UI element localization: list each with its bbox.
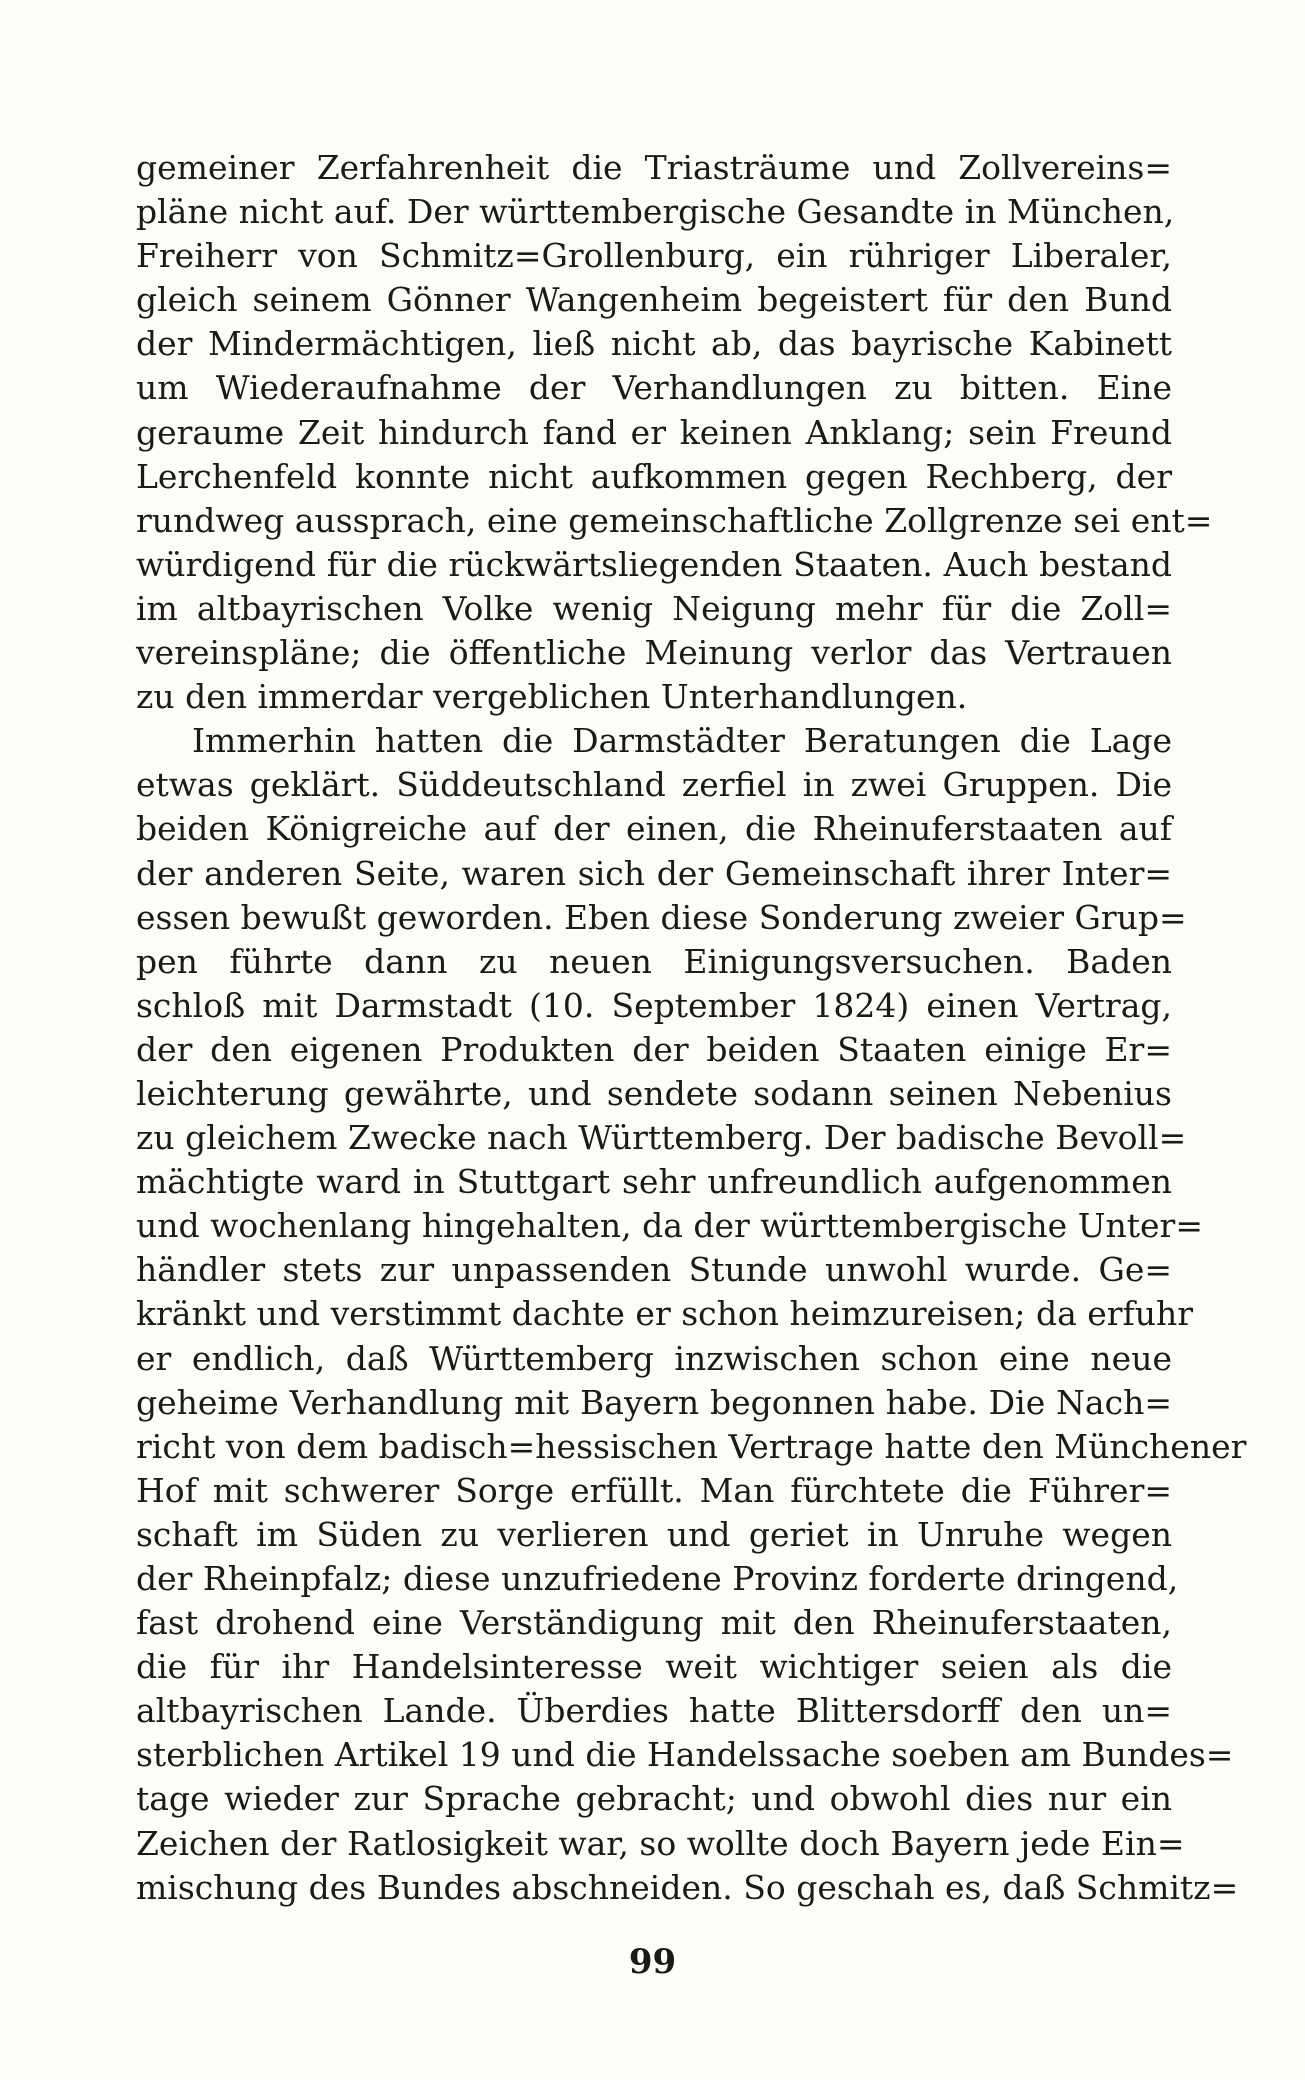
text-line: essen bewußt geworden. Eben diese Sonderung zweier Grup= bbox=[136, 897, 1187, 937]
text-line: leichterung gewährte, und sendete sodann seinen Nebenius bbox=[136, 1073, 1172, 1113]
text-line: rundweg aussprach, eine gemeinschaftliche Zollgrenze sei ent= bbox=[136, 500, 1213, 540]
paragraph-1 bbox=[136, 146, 1213, 719]
text-line: geheime Verhandlung mit Bayern begonnen habe. Die Nach= bbox=[136, 1382, 1172, 1422]
text-line: zu den immerdar vergeblichen Unterhandlungen. bbox=[136, 677, 968, 717]
text-line: der Mindermächtigen, ließ nicht ab, das bayrische Kabinett bbox=[136, 324, 1172, 364]
text-line: der den eigenen Produkten der beiden Staaten einige Er= bbox=[136, 1029, 1172, 1069]
text-line: die für ihr Handelsinteresse weit wichtiger seien als die bbox=[136, 1647, 1172, 1687]
text-line: gemeiner Zerfahrenheit die Triasträume und Zollvereins= bbox=[136, 148, 1172, 187]
text-line: fast drohend eine Verständigung mit den Rheinuferstaaten, bbox=[136, 1603, 1172, 1643]
text-line: sterblichen Artikel 19 und die Handelssache soeben am Bundes= bbox=[136, 1735, 1234, 1775]
text-line: beiden Königreiche auf der einen, die Rheinuferstaaten auf bbox=[136, 809, 1172, 849]
text-line: Freiherr von Schmitz=Grollenburg, ein rühriger Liberaler, bbox=[136, 236, 1172, 276]
text-line: etwas geklärt. Süddeutschland zerfiel in zwei Gruppen. Die bbox=[136, 765, 1172, 805]
text-line: der Rheinpfalz; diese unzufriedene Provinz forderte dringend, bbox=[136, 1559, 1179, 1598]
text-line: Zeichen der Ratlosigkeit war, so wollte doch Bayern jede Ein= bbox=[136, 1823, 1185, 1863]
text-line: Hof mit schwerer Sorge erfüllt. Man fürchtete die Führer= bbox=[136, 1470, 1172, 1510]
text-line: vereinspläne; die öffentliche Meinung verlor das Vertrauen bbox=[136, 633, 1172, 673]
text-line: gleich seinem Gönner Wangenheim begeistert für den Bund bbox=[136, 280, 1172, 320]
text-line: händler stets zur unpassenden Stunde unwohl wurde. Ge= bbox=[136, 1250, 1172, 1290]
text-line: altbayrischen Lande. Überdies hatte Blittersdorff den un= bbox=[136, 1691, 1172, 1731]
text-line: und wochenlang hingehalten, da der württembergische Unter= bbox=[136, 1206, 1203, 1246]
text-line: schaft im Süden zu verlieren und geriet in Unruhe wegen bbox=[136, 1514, 1172, 1554]
text-line: kränkt und verstimmt dachte er schon heimzureisen; da erfuhr bbox=[136, 1294, 1194, 1334]
text-line: würdigend für die rückwärtsliegenden Staaten. Auch bestand bbox=[136, 544, 1172, 584]
text-line: zu gleichem Zwecke nach Württemberg. Der badische Bevoll= bbox=[136, 1118, 1187, 1158]
text-line: geraume Zeit hindurch fand er keinen Anklang; sein Freund bbox=[136, 412, 1172, 452]
text-line: tage wieder zur Sprache gebracht; und obwohl dies nur ein bbox=[136, 1779, 1172, 1819]
text-line: richt von dem badisch=hessischen Vertrage hatte den Münchener bbox=[136, 1426, 1247, 1466]
text-line: der anderen Seite, waren sich der Gemeinschaft ihrer Inter= bbox=[136, 853, 1172, 893]
text-line: mächtigte ward in Stuttgart sehr unfreundlich aufgenommen bbox=[136, 1162, 1172, 1202]
body-text bbox=[136, 146, 1247, 1910]
page-number: 99 bbox=[628, 1942, 677, 1982]
paragraph-2 bbox=[136, 719, 1247, 1910]
text-line: schloß mit Darmstadt (10. September 1824) einen Vertrag, bbox=[136, 985, 1172, 1025]
text-line: im altbayrischen Volke wenig Neigung mehr für die Zoll= bbox=[136, 588, 1172, 628]
text-line: um Wiederaufnahme der Verhandlungen zu bitten. Eine bbox=[136, 368, 1172, 408]
text-line: er endlich, daß Württemberg inzwischen schon eine neue bbox=[136, 1338, 1172, 1378]
text-line: Immerhin hatten die Darmstädter Beratungen die Lage bbox=[192, 721, 1172, 761]
text-line: mischung des Bundes abschneiden. So geschah es, daß Schmitz= bbox=[136, 1867, 1239, 1907]
text-line: pläne nicht auf. Der württembergische Gesandte in München, bbox=[136, 192, 1175, 232]
text-line: pen führte dann zu neuen Einigungsversuchen. Baden bbox=[136, 941, 1172, 981]
text-line: Lerchenfeld konnte nicht aufkommen gegen Rechberg, der bbox=[136, 456, 1172, 496]
